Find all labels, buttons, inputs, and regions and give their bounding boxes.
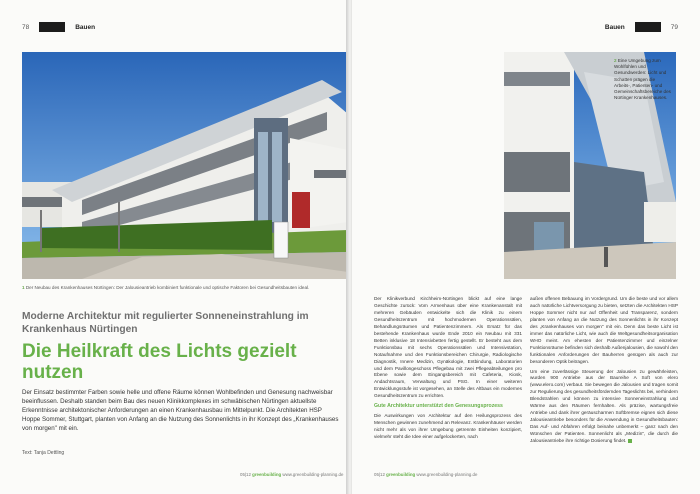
- article-subhead: Moderne Architektur mit regulierter Sonneneinstrahlung im Krankenhaus Nürtingen: [22, 311, 309, 335]
- footer-brand: greenbuilding: [252, 472, 282, 477]
- section-label: Bauen: [75, 23, 96, 31]
- right-running-head: [605, 22, 678, 32]
- article-column-1: [374, 296, 522, 444]
- hospital-building-illustration: [22, 52, 348, 279]
- left-page: [0, 0, 348, 494]
- section-subhead: Gute Architektur unterstützt den Genesungsprozess: [374, 403, 503, 410]
- caption-number: 2: [614, 58, 617, 63]
- caption-text: Eine Umgebung zum Wohlfühlen und Gesundwerden: Licht und Schatten prägen die Arbeits-, Patienten- und Gemeinschaftsbereiche des Nürtinger Krankenhauses.: [614, 58, 671, 101]
- footer-issue: 05|12: [374, 472, 385, 477]
- article-headline: Die Heilkraft des Lichts gezielt nutzen: [22, 341, 297, 384]
- left-footer: [240, 472, 343, 477]
- section-label: Bauen: [604, 23, 625, 31]
- article-column-2: [530, 296, 678, 448]
- footer-issue: 05|12: [240, 472, 251, 477]
- photo-caption-2: [614, 58, 672, 101]
- right-page: [352, 0, 700, 494]
- caption-text: Der Neubau des Krankenhauses Nürtingen: Der Jalousieantrieb kombiniert funktionale und optische Faktoren bei Gesundheitsbauten ideal.: [25, 285, 310, 290]
- page-number: 78: [22, 23, 30, 31]
- paragraph: Der Klinikverbund Kirchheim-Nürtingen blickt auf eine lange Geschichte zurück: Vom Armenhaus über eine Krankenanstalt mit mehreren Gebäuden entwickelte sich die Klinik zu einem Gesundheitszentrum mit hochmodernen Operationssälen, Behandlungsräumen und Patientenzimmern. Als Ersatz für das bestehende Krankenhaus wurde Ende 2010 ein Neubau mit 331 Betten inklusive 18 Intensivbetten fertig gestellt. Er besteht aus dem Funktionsbau mit sechs Operationssälen und Intensivstation, Notaufnahme und den Funktionsbereichen Chirurgie, Radiologische Diagnostik, Innere Medizin, Gynäkologie, Entbindung, Laboratorien und dem Pavillongeschoss Pflegebau mit zwei Pflegeabteilungen pro Ebene sowie dem Eingangsbereich mit Cafeteria, Kiosk, Andachtsraum, Verwaltung und PSG. In einer weiteren Entwicklungsstufe ist vorgesehen, an Stelle des Altbaus ein modernes Gesundheitszentrum zu errichten.: [374, 296, 522, 399]
- paragraph: außen offenen Bebauung im Vordergrund. Um die beste und vor allem auch natürliche Lichtversorgung zu bieten, setzten die Architekten HSP Hoppe Sommer nicht nur auf Offenheit und Transparenz, sondern planten von Anfang an die Nutzung des Sonnenlichts in ihr Konzept des „Krankenhauses von morgen" mit ein. Denn das beste Licht ist immer das natürliche Licht, wie auch die Weltgesundheitsorganisation WHO meint. Am ehesten der Patientenzimmer und einzelner Funktionsräume befinden sich deshalb Außenjalousien, die sowohl den funktionalen Anforderungen der Bauherren genügen als auch zur besonderen Optik beitragen.: [530, 296, 678, 364]
- section-tab: [39, 22, 65, 32]
- hospital-photo-main: [22, 52, 348, 279]
- section-tab: [635, 22, 661, 32]
- footer-brand: greenbuilding: [386, 472, 416, 477]
- paragraph: Um eine zuverlässige Steuerung der Jalousien zu gewährleisten, wurden 900 Antriebe aus der Baureihe A Soft von elero (www.elero.com) verbaut. Sie bewegen die Jalousien und tragen somit zur Regulierung des gesundheitsfördernden Tageslichts bei, verhindern Blendstrahlen und können zu intensive Sonneneinstrahlung und Wärme aus den Räumen fernhalten. Als präzise, wartungsfreie Antriebe und dank ihrer geräuscharmen Softbremse eignen sich diese Jalousieantriebe besonders für die Anwendung in Gesundheitsbauten: Das Auf- und Abfahren erfolgt beinahe unbemerkt – ganz nach den Wünschen der Patienten. Sonnenlicht als „Medizin", die durch die Jalousieantriebe ihre richtige Dosierung findet.: [530, 368, 678, 444]
- footer-url: www.greenbuilding-planning.de: [416, 472, 478, 477]
- paragraph: Die Auswirkungen von Architektur auf den Heilungsprozess des Menschen gewinnen zunehmend an Relevanz. Krankenhäuser werden nicht mehr als von ihrer Umgebung getrennte Einheiten konzipiert, vielmehr steht die Idee einer aufgelockerten, nach: [374, 412, 522, 439]
- end-of-article-mark: [628, 439, 632, 443]
- footer-url: www.greenbuilding-planning.de: [282, 472, 344, 477]
- article-byline: Text: Tanja Dettling: [22, 450, 65, 456]
- photo-caption-1: [22, 285, 342, 291]
- article-lead: Der Einsatz bestimmter Farben sowie helle und offene Räume können Wohlbefinden und Genesung nachweisbar beeinflussen. Deshalb standen beim Bau des neuen Klinikkomplexes im schwäbischen Nürtingen aktuellste Erkenntnisse architektonischer Anforderungen an einen Krankenhausbau im Mittelpunkt. Die Architekten HSP Hoppe Sommer, Stuttgart, planten von Anfang an die Nutzung des Sonnenlichts in ihr Konzept des „Krankenhauses von morgen" mit ein.: [22, 389, 339, 432]
- page-number: 79: [670, 23, 678, 31]
- caption-number: 1: [22, 285, 25, 290]
- right-footer: [374, 472, 477, 477]
- left-running-head: [22, 22, 95, 32]
